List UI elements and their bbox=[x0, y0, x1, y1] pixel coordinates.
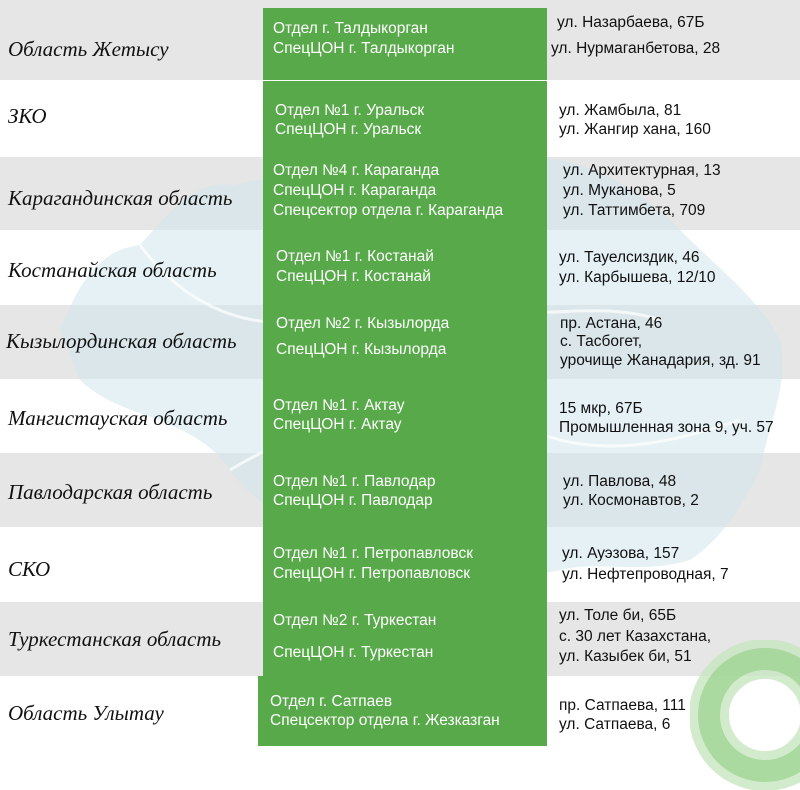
address-line: ул. Назарбаева, 67Б bbox=[557, 14, 705, 31]
region-name: Мангистауская область bbox=[8, 406, 228, 430]
office-line: СпецЦОН г. Костанай bbox=[276, 268, 431, 285]
office-line: Отдел №4 г. Караганда bbox=[273, 162, 440, 179]
address-line: ул. Нурмаганбетова, 28 bbox=[551, 40, 721, 57]
office-line: СпецЦОН г. Караганда bbox=[273, 182, 437, 199]
office-line: Отдел №2 г. Туркестан bbox=[273, 612, 437, 629]
address-line: пр. Астана, 46 bbox=[560, 315, 663, 332]
region-name: Кызылординская область bbox=[6, 329, 237, 353]
address-line: ул. Таттимбета, 709 bbox=[563, 202, 706, 219]
office-line: СпецЦОН г. Петропавловск bbox=[273, 565, 471, 582]
address-line: ул. Тауелсиздик, 46 bbox=[559, 249, 700, 266]
region-name: СКО bbox=[8, 557, 51, 581]
address-line: ул. Космонавтов, 2 bbox=[563, 492, 699, 509]
region-name: Туркестанская область bbox=[8, 627, 222, 651]
region-name: Карагандинская область bbox=[8, 186, 233, 210]
office-line: СпецЦОН г. Туркестан bbox=[273, 644, 434, 661]
address-line: пр. Сатпаева, 111 bbox=[559, 697, 686, 714]
office-line: СпецЦОН г. Талдыкорган bbox=[273, 40, 455, 57]
address-line: ул. Жамбыла, 81 bbox=[559, 102, 682, 119]
office-line: Отдел №2 г. Кызылорда bbox=[276, 315, 450, 332]
address-line: с. 30 лет Казахстана, bbox=[559, 628, 712, 645]
office-line: СпецЦОН г. Актау bbox=[273, 416, 402, 433]
address-line: ул. Казыбек би, 51 bbox=[559, 648, 692, 665]
address-line: урочище Жанадария, зд. 91 bbox=[560, 352, 761, 369]
address-line: ул. Нефтепроводная, 7 bbox=[562, 566, 729, 583]
address-line: с. Тасбогет, bbox=[560, 333, 643, 350]
office-line: Спецсектор отдела г. Караганда bbox=[273, 202, 504, 219]
address-line: ул. Сатпаева, 6 bbox=[559, 716, 671, 733]
address-line: ул. Жангир хана, 160 bbox=[559, 121, 711, 138]
office-line: Отдел №1 г. Петропавловск bbox=[273, 545, 473, 562]
region-name: Область Улытау bbox=[8, 701, 164, 725]
office-line: Отдел №1 г. Уральск bbox=[275, 102, 425, 119]
office-block-10 bbox=[258, 676, 547, 746]
office-line: Отдел г. Талдыкорган bbox=[273, 20, 428, 37]
office-line: Отдел №1 г. Костанай bbox=[276, 248, 434, 265]
address-line: ул. Толе би, 65Б bbox=[559, 607, 677, 624]
office-line: Отдел №1 г. Павлодар bbox=[273, 473, 436, 490]
region-name: ЗКО bbox=[8, 104, 47, 128]
office-line: СпецЦОН г. Павлодар bbox=[273, 492, 433, 509]
region-name: Павлодарская область bbox=[8, 480, 213, 504]
address-line: ул. Ауэзова, 157 bbox=[562, 545, 680, 562]
office-line: Отдел г. Сатпаев bbox=[270, 693, 393, 710]
address-line: ул. Архитектурная, 13 bbox=[563, 162, 721, 179]
address-line: ул. Карбышева, 12/10 bbox=[559, 269, 716, 286]
region-name: Область Жетысу bbox=[8, 37, 169, 61]
office-line: СпецЦОН г. Кызылорда bbox=[276, 341, 447, 358]
address-line: 15 мкр, 67Б bbox=[559, 400, 643, 417]
office-line: Отдел №1 г. Актау bbox=[273, 397, 405, 414]
address-line: ул. Муканова, 5 bbox=[563, 182, 676, 199]
address-line: Промышленная зона 9, уч. 57 bbox=[559, 419, 774, 436]
address-line: ул. Павлова, 48 bbox=[563, 473, 677, 490]
office-line: СпецЦОН г. Уральск bbox=[275, 121, 422, 138]
region-name: Костанайская область bbox=[8, 258, 217, 282]
office-line: Спецсектор отдела г. Жезказган bbox=[270, 712, 500, 729]
